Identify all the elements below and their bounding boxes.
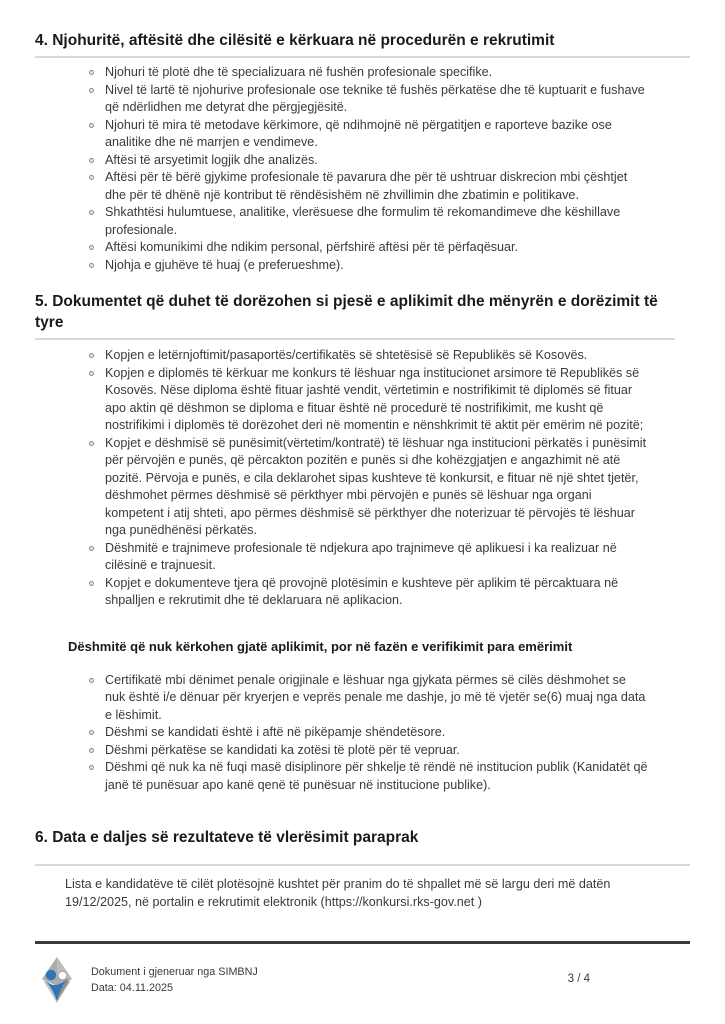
bullet-text: Aftësi komunikimi dhe ndikim personal, përfshirë aftësi për të përfaqësuar. [105,240,518,254]
bullet-icon [89,748,94,753]
bullet-text: Aftësi të arsyetimit logjik dhe analizës. [105,152,318,167]
bullet-text: Kopjen e letërnjoftimit/pasaportës/certifikatës së shtetësisë së Republikës së Kosovës. [105,348,588,362]
bullet-text: Kopjen e diplomës të kërkuar me konkurs të lëshuar nga institucionet arsimore të Republikës së Kosovës. Nëse diploma është fituar jashtë vendit, vërtetimin e nostrifikimit të diplomës së fituar apo aktin që dëshmon se diploma e fituar është në procedurë të nostrifikimit, me kusht që nostrifikimi i diplomës të dorëzohet deri në momentin e nënshkrimit të aktit për emërim në pozitë; [105,365,644,432]
footer-meta [91,964,258,996]
list-item [88,82,648,117]
list-item [88,540,648,575]
page-number: 3 / 4 [567,973,590,985]
list-item [88,435,648,540]
list-item [88,64,648,82]
bullet-icon [89,546,94,551]
footer-divider [35,941,690,944]
bullet-icon [89,263,94,268]
list-item [88,169,648,204]
list-item [88,575,648,610]
bullet-text: Aftësi për të bërë gjykime profesionale të pavarura dhe për të ushtruar diskrecion mbi çështjet dhe për të dhënë një kontribut të rëndësishëm në zhvillimin dhe zbatimin e politikave. [105,170,628,202]
list-item [88,742,648,760]
bullet-icon [89,175,94,180]
bullet-icon [89,441,94,446]
list-item [88,239,648,257]
bullet-icon [89,158,94,163]
section-5-heading: 5. Dokumentet që duhet të dorëzohen si pjesë e aplikimit dhe mënyrën e dorëzimit të tyre [35,291,675,340]
bullet-text: Kopjet e dokumenteve tjera që provojnë plotësimin e kushteve për aplikim të përcaktuara në shpalljen e rekrutimit dhe të deklaruara në aplikacion. [105,575,619,607]
list-item [88,724,648,742]
footer-generated-by: Dokument i gjeneruar nga SIMBNJ [91,966,258,978]
bullet-text: Shkathtësi hulumtuese, analitike, vlerësuese dhe formulim të rekomandimeve dhe këshillave profesionale. [105,205,621,237]
verification-list [88,672,690,795]
list-item [88,672,648,725]
bullet-text: Njohja e gjuhëve të huaj (e preferueshme). [105,257,344,272]
bullet-icon [89,88,94,93]
footer-body [35,956,690,1004]
simbnj-logo-icon [35,956,79,1004]
page-footer [35,941,690,1004]
bullet-icon [89,70,94,75]
bullet-text: Dëshmitë e trajnimeve profesionale të ndjekura apo trajnimeve që aplikuesi i ka realizuar në cilësinë e trajnuesit. [105,540,617,572]
section-5 [35,291,690,794]
bullet-icon [89,678,94,683]
verification-subheading: Dëshmitë që nuk kërkohen gjatë aplikimit, por në fazën e verifikimit para emërimit [68,638,573,654]
footer-date: Data: 04.11.2025 [91,982,174,994]
section-6-heading: 6. Data e daljes së rezultateve të vlerësimit paraprak [35,829,419,846]
section-divider [35,864,690,866]
bullet-text: Dëshmi që nuk ka në fuqi masë disiplinore për shkelje të rëndë në institucion publik (Kanidatët që janë të punësuar apo kanë qenë të punësuar në institucione publike). [105,760,648,792]
bullet-icon [89,581,94,586]
bullet-icon [89,245,94,250]
list-item [88,204,648,239]
bullet-icon [89,730,94,735]
results-date-paragraph: Lista e kandidatëve të cilët plotësojnë kushtet për pranim do të shpallet më së largu deri më datën 19/12/2025, në portalin e rekrutimit elektronik (https://konkursi.rks-gov.net ) [65,877,611,909]
bullet-text: Dëshmi se kandidati është i aftë në pikëpamje shëndetësore. [105,725,446,739]
list-item [88,347,648,365]
section-5-list [88,347,690,610]
bullet-text: Njohuri të plotë dhe të specializuara në fushën profesionale specifike. [105,65,493,79]
bullet-text: Certifikatë mbi dënimet penale origjinale e lëshuar nga gjykata përmes së cilës dëshmohet se nuk është i/e dënuar për kryerjen e veprës penale me dashje, jo më të vjetër se(6) muaj nga data e lëshimit. [105,672,646,722]
bullet-icon [89,210,94,215]
section-4 [35,30,690,274]
section-6 [35,827,690,911]
bullet-icon [89,765,94,770]
bullet-text: Nivel të lartë të njohurive profesionale ose teknike të fushës përkatëse dhe të kuptuarit e fushave që ndërlidhen me detyrat dhe përgjegjësitë. [105,82,645,114]
bullet-text: Njohuri të mira të metodave kërkimore, që ndihmojnë në përgatitjen e raporteve bazike ose analitike dhe në marrjen e vendimeve. [105,117,612,149]
list-item [88,257,648,275]
bullet-icon [89,123,94,128]
list-item [88,365,648,435]
list-item [88,152,648,170]
bullet-text: Kopjet e dëshmisë së punësimit(vërtetim/kontratë) të lëshuar nga institucioni përkatës i punësimit për përvojën e punës, që përcakton pozitën e punës si dhe kohëzgjatjen e angazhimit në atë pozitë. Përvoja e punës, e cila deklarohet sipas kushteve të konkursit, e fituar në një shtet tjetër, dëshmohet përmes dëshmisë së përkthyer mbi përvojën e punës së lëshuar nga organi kompetent i atij shteti, apo përmes dëshmisë së përkthyer dhe noterizuar të përvojës të lëshuar nga punëdhënësi përkatës. [105,435,647,537]
bullet-icon [89,353,94,358]
list-item [88,759,648,794]
list-item [88,117,648,152]
bullet-text: Dëshmi përkatëse se kandidati ka zotësi të plotë për të vepruar. [105,742,460,757]
section-4-heading: 4. Njohuritë, aftësitë dhe cilësitë e kërkuara në procedurën e rekrutimit [35,30,690,58]
section-4-list [88,64,690,274]
bullet-icon [89,371,94,376]
